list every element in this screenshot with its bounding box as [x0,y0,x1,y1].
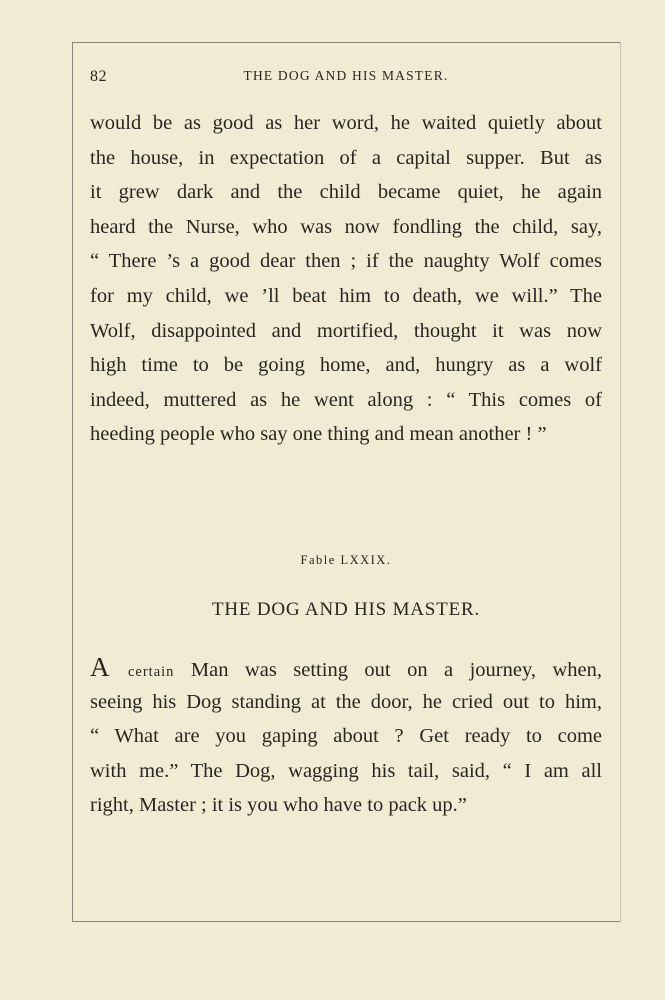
text-line: the house, in expectation of a capital supper. But as [90,146,602,169]
text-line: with me.” The Dog, wagging his tail, said, “ I am all [90,759,602,782]
drop-cap: A [90,652,110,682]
text-line: for my child, we ’ll beat him to death, we will.” The [90,284,602,307]
page-number: 82 [90,68,107,85]
page-frame-left [72,42,73,922]
text-line: Wolf, disappointed and mortified, thought it was now [90,319,602,342]
text-line: indeed, muttered as he went along : “ This comes of [90,388,602,411]
page-frame-right [620,42,621,922]
page-frame-bottom [72,921,620,922]
first-line-rest: Man was setting out on a journey, when, [174,659,603,681]
text-line: seeing his Dog standing at the door, he cried out to him, [90,690,602,713]
text-line: high time to be going home, and, hungry as a wolf [90,354,602,377]
fable-title: THE DOG AND HIS MASTER. [211,599,481,620]
page-frame-top [72,42,620,43]
text-line: “ What are you gaping about ? Get ready to come [90,725,602,748]
text-line: it grew dark and the child became quiet, he again [90,181,602,204]
text-line: heard the Nurse, who was now fondling the child, say, [90,215,602,238]
opening-smallcaps: certain [127,664,175,680]
fable-paragraph [90,650,602,823]
fable-number: Fable LXXIX. [300,553,392,567]
text-line [90,650,602,685]
text-line: heeding people who say one thing and mean another ! ” [90,423,547,446]
running-head: THE DOG AND HIS MASTER. [243,68,449,83]
text-line: right, Master ; it is you who have to pack up.” [90,794,467,817]
text-line: would be as good as her word, he waited quietly about [90,112,602,134]
continued-paragraph [90,106,602,452]
text-line: “ There ’s a good dear then ; if the naughty Wolf comes [90,250,602,273]
